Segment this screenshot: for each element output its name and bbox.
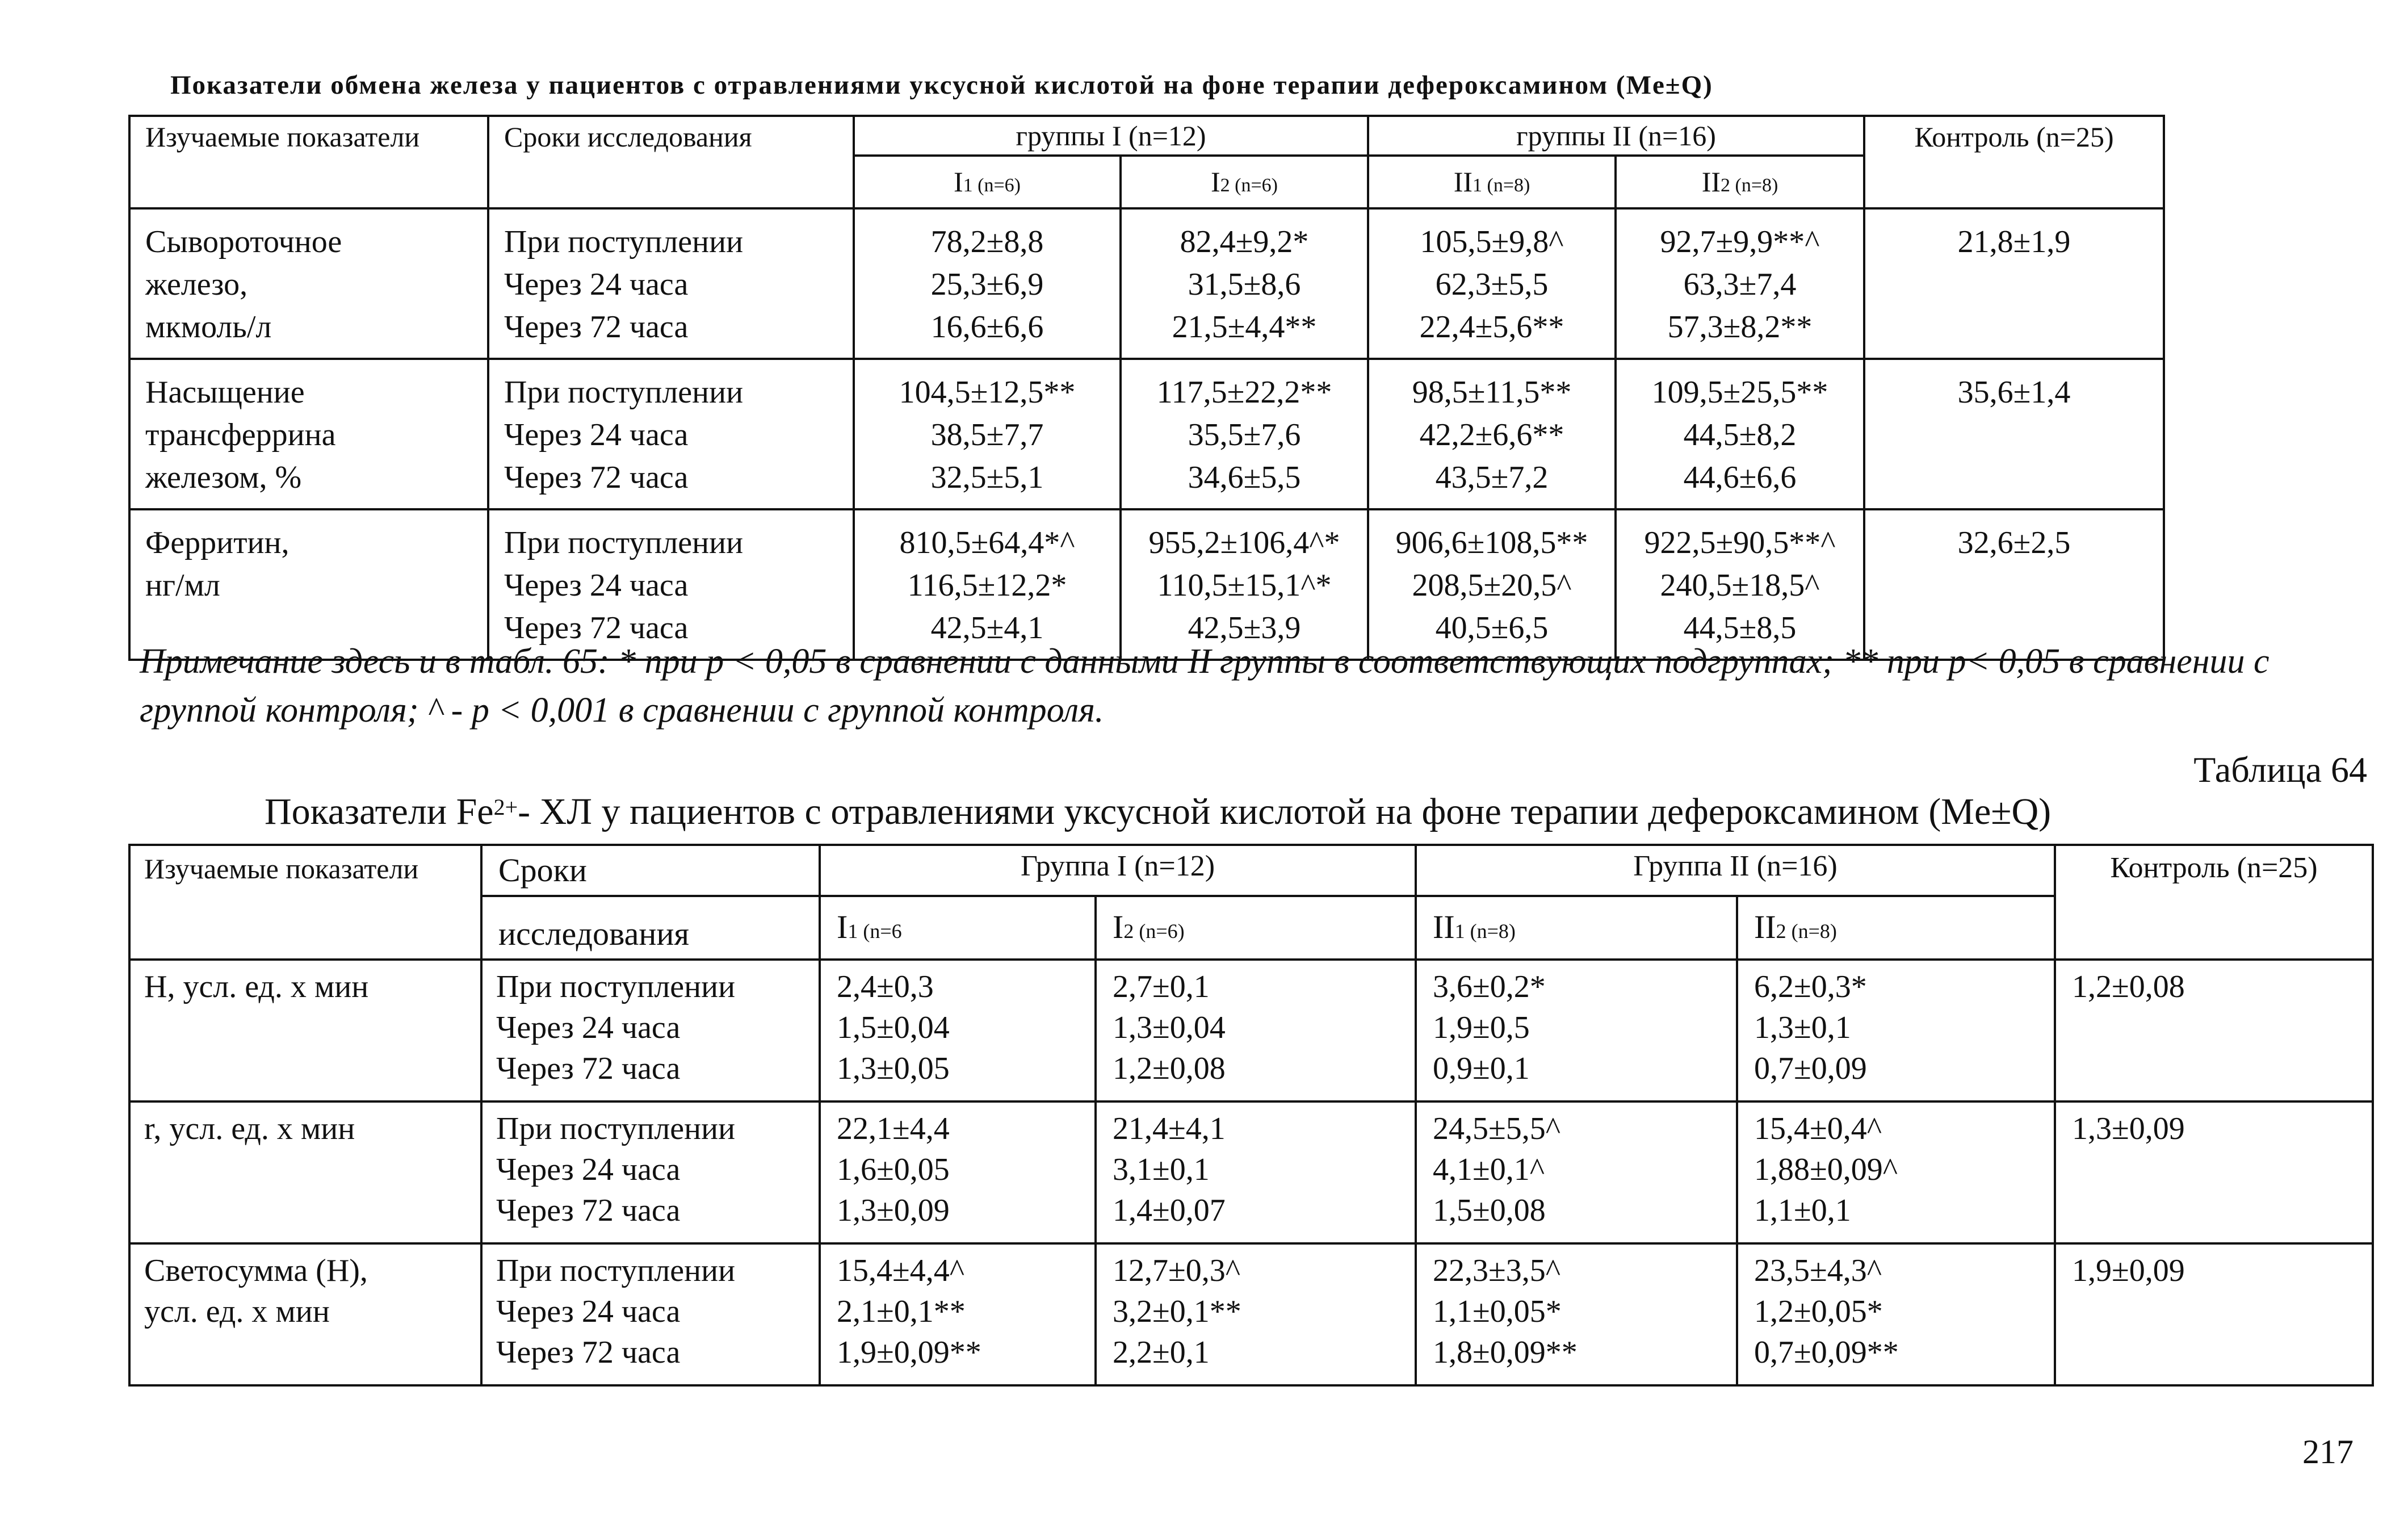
- indicator-cell: Светосумма (H), усл. ед. х мин: [129, 1243, 481, 1385]
- table-row: [129, 359, 2164, 509]
- header-timing: Сроки исследования: [488, 116, 854, 208]
- header-group1: группы I (n=12): [854, 116, 1368, 156]
- indicator-cell: r, усл. ед. х мин: [129, 1101, 481, 1243]
- subheader-i1: I1 (n=6): [854, 156, 1121, 208]
- timing-cell: При поступлении Через 24 часа Через 72 часа: [488, 509, 854, 660]
- value-cell-i2: 21,4±4,1 3,1±0,1 1,4±0,07: [1096, 1101, 1416, 1243]
- header-timing-top: Сроки: [481, 845, 820, 896]
- chemiluminescence-table: [128, 844, 2374, 1387]
- subheader-i1: I1 (n=6: [820, 896, 1096, 960]
- value-cell-i2: 2,7±0,1 1,3±0,04 1,2±0,08: [1096, 960, 1416, 1101]
- value-cell-i1: 2,4±0,3 1,5±0,04 1,3±0,05: [820, 960, 1096, 1101]
- header-indicators: Изучаемые показатели: [129, 845, 481, 960]
- value-cell-ii1: 906,6±108,5** 208,5±20,5^ 40,5±6,5: [1368, 509, 1616, 660]
- timing-cell: При поступлении Через 24 часа Через 72 часа: [481, 1243, 820, 1385]
- value-cell-i2: 12,7±0,3^ 3,2±0,1** 2,2±0,1: [1096, 1243, 1416, 1385]
- indicator-cell: Насыщение трансферрина железом, %: [129, 359, 488, 509]
- table-row: [129, 208, 2164, 359]
- header-control: Контроль (n=25): [1864, 116, 2164, 208]
- table-row: [129, 1243, 2373, 1385]
- value-cell-ii2: 23,5±4,3^ 1,2±0,05* 0,7±0,09**: [1737, 1243, 2055, 1385]
- timing-cell: При поступлении Через 24 часа Через 72 часа: [488, 208, 854, 359]
- value-cell-i1: 104,5±12,5** 38,5±7,7 32,5±5,1: [854, 359, 1121, 509]
- value-cell-ii2: 15,4±0,4^ 1,88±0,09^ 1,1±0,1: [1737, 1101, 2055, 1243]
- subheader-ii1: II1 (n=8): [1368, 156, 1616, 208]
- table2-number: Таблица 64: [2193, 749, 2367, 790]
- value-cell-ii2: 922,5±90,5**^ 240,5±18,5^ 44,5±8,5: [1616, 509, 1864, 660]
- value-cell-ii1: 105,5±9,8^ 62,3±5,5 22,4±5,6**: [1368, 208, 1616, 359]
- page-number: 217: [2302, 1433, 2354, 1471]
- subheader-i2: I2 (n=6): [1096, 896, 1416, 960]
- indicator-cell: H, усл. ед. х мин: [129, 960, 481, 1101]
- value-cell-ii1: 24,5±5,5^ 4,1±0,1^ 1,5±0,08: [1416, 1101, 1737, 1243]
- value-cell-control: 1,9±0,09: [2055, 1243, 2373, 1385]
- subheader-ii1: II1 (n=8): [1416, 896, 1737, 960]
- header-group1: Группа I (n=12): [820, 845, 1416, 896]
- header-group2: группы II (n=16): [1368, 116, 1864, 156]
- iron-metabolism-table: [128, 115, 2165, 661]
- value-cell-control: 21,8±1,9: [1864, 208, 2164, 359]
- value-cell-ii1: 3,6±0,2* 1,9±0,5 0,9±0,1: [1416, 960, 1737, 1101]
- header-control: Контроль (n=25): [2055, 845, 2373, 960]
- value-cell-i2: 82,4±9,2* 31,5±8,6 21,5±4,4**: [1121, 208, 1368, 359]
- timing-cell: При поступлении Через 24 часа Через 72 часа: [488, 359, 854, 509]
- value-cell-control: 35,6±1,4: [1864, 359, 2164, 509]
- value-cell-ii2: 92,7±9,9**^ 63,3±7,4 57,3±8,2**: [1616, 208, 1864, 359]
- value-cell-i1: 22,1±4,4 1,6±0,05 1,3±0,09: [820, 1101, 1096, 1243]
- table-row: [129, 960, 2373, 1101]
- table-row: [129, 1101, 2373, 1243]
- indicator-cell: Ферритин, нг/мл: [129, 509, 488, 660]
- header-group2: Группа II (n=16): [1416, 845, 2055, 896]
- table1-title: Показатели обмена железа у пациентов с отравлениями уксусной кислотой на фоне терапии дефероксамином (Me±Q): [170, 70, 1713, 100]
- value-cell-i2: 117,5±22,2** 35,5±7,6 34,6±5,5: [1121, 359, 1368, 509]
- value-cell-ii2: 109,5±25,5** 44,5±8,2 44,6±6,6: [1616, 359, 1864, 509]
- indicator-cell: Сывороточное железо, мкмоль/л: [129, 208, 488, 359]
- subheader-ii2: II2 (n=8): [1616, 156, 1864, 208]
- value-cell-control: 1,3±0,09: [2055, 1101, 2373, 1243]
- table2-header-row: [129, 845, 2373, 896]
- table2-title: Показатели $Fe^{2+}-$ ХЛ у пациентов с отравлениями уксусной кислотой на фоне терапии дефероксамином (Me±Q): [265, 791, 2052, 832]
- timing-cell: При поступлении Через 24 часа Через 72 часа: [481, 1101, 820, 1243]
- value-cell-ii1: 98,5±11,5** 42,2±6,6** 43,5±7,2: [1368, 359, 1616, 509]
- header-indicators: Изучаемые показатели: [129, 116, 488, 208]
- table1-header-row: [129, 116, 2164, 156]
- table-note: Примечание здесь и в табл. 65: * при p < 0,05 в сравнении с данными II группы в соответствующих подгруппах; ** при p< 0,05 в сравнении с группой контроля; ^ - p < 0,001 в сравнении с группой контроля.: [140, 642, 2269, 730]
- value-cell-control: 32,6±2,5: [1864, 509, 2164, 660]
- value-cell-ii2: 6,2±0,3* 1,3±0,1 0,7±0,09: [1737, 960, 2055, 1101]
- timing-cell: При поступлении Через 24 часа Через 72 часа: [481, 960, 820, 1101]
- value-cell-ii1: 22,3±3,5^ 1,1±0,05* 1,8±0,09**: [1416, 1243, 1737, 1385]
- subheader-i2: I2 (n=6): [1121, 156, 1368, 208]
- value-cell-i1: 810,5±64,4*^ 116,5±12,2* 42,5±4,1: [854, 509, 1121, 660]
- value-cell-control: 1,2±0,08: [2055, 960, 2373, 1101]
- value-cell-i2: 955,2±106,4^* 110,5±15,1^* 42,5±3,9: [1121, 509, 1368, 660]
- value-cell-i1: 78,2±8,8 25,3±6,9 16,6±6,6: [854, 208, 1121, 359]
- header-timing-bottom: исследования: [481, 896, 820, 960]
- subheader-ii2: II2 (n=8): [1737, 896, 2055, 960]
- value-cell-i1: 15,4±4,4^ 2,1±0,1** 1,9±0,09**: [820, 1243, 1096, 1385]
